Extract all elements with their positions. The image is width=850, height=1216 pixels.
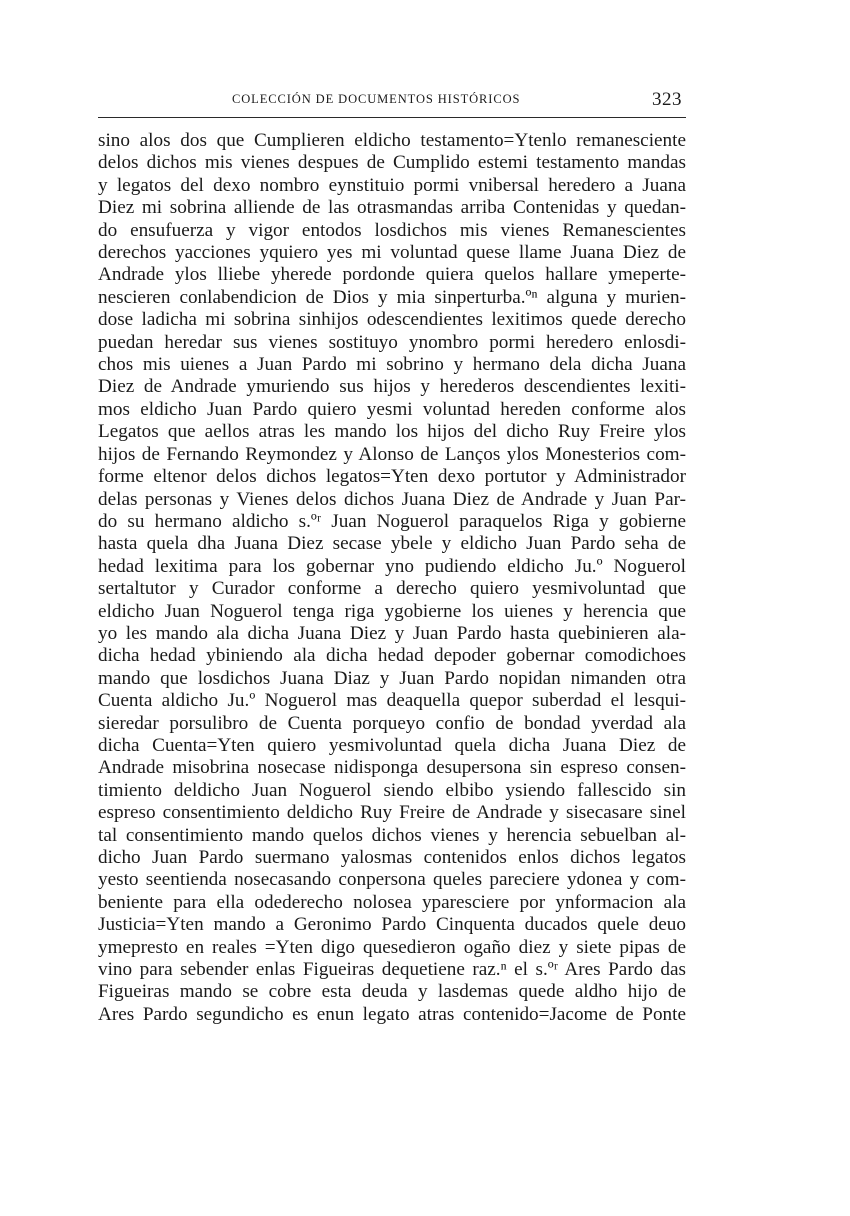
text-line: delos dichos mis vienes despues de Cumplido estemi testamento mandas bbox=[98, 152, 686, 174]
text-line: delas personas y Vienes delos dichos Juana Diez de Andrade y Juan Par- bbox=[98, 488, 686, 510]
text-line: chos mis uienes a Juan Pardo mi sobrino y hermano dela dicha Juana bbox=[98, 354, 686, 376]
text-line: derechos yacciones yquiero yes mi voluntad quese llame Juana Diez de bbox=[98, 242, 686, 264]
text-line: do su hermano aldicho s.ºʳ Juan Noguerol paraquelos Riga y gobierne bbox=[98, 510, 686, 532]
text-line: dicho Juan Pardo suermano yalosmas contenidos enlos dichos legatos bbox=[98, 847, 686, 868]
running-head bbox=[98, 90, 686, 114]
text-line: yesto seentienda nosecasando conpersona queles pareciere ydonea y com- bbox=[98, 869, 686, 891]
text-line: Diez de Andrade ymuriendo sus hijos y herederos descendientes lexiti- bbox=[98, 376, 686, 398]
text-line: hedad lexitima para los gobernar yno pudiendo eldicho Ju.º Noguerol bbox=[98, 555, 686, 577]
text-line: hasta quela dha Juana Diez secase ybele y eldicho Juan Pardo seha de bbox=[98, 533, 686, 555]
page-number: 323 bbox=[652, 89, 682, 110]
text-line: dicha Cuenta=Yten quiero yesmivoluntad quela dicha Juana Diez de bbox=[98, 734, 686, 756]
text-line: puedan heredar sus vienes sostituyo ynombro pormi heredero enlosdi- bbox=[98, 331, 686, 353]
text-line: nescieren conlabendicion de Dios y mia sinperturba.ºⁿ alguna y murien- bbox=[98, 286, 686, 308]
text-line: timiento deldicho Juan Noguerol siendo elbibo ysiendo fallescido sin bbox=[98, 779, 686, 801]
text-line: sino alos dos que Cumplieren eldicho testamento=Ytenlo remanesciente bbox=[98, 130, 686, 151]
text-line: Andrade ylos lliebe yherede pordonde quiera quelos hallare ymeperte- bbox=[98, 264, 686, 286]
text-line: eldicho Juan Noguerol tenga riga ygobierne los uienes y herencia que bbox=[98, 600, 686, 622]
body-text bbox=[98, 130, 686, 1026]
text-line: Justicia=Yten mando a Geronimo Pardo Cinquenta ducados quele deuo bbox=[98, 914, 686, 936]
text-line: Cuenta aldicho Ju.º Noguerol mas deaquella quepor suberdad el lesqui- bbox=[98, 690, 686, 712]
text-line: dose ladicha mi sobrina sinhijos odescendientes lexitimos quede derecho bbox=[98, 309, 686, 331]
text-line: mando que losdichos Juana Diaz y Juan Pardo nopidan nimanden otra bbox=[98, 667, 686, 689]
text-line: dicha hedad ybiniendo ala dicha hedad depoder gobernar comodichoes bbox=[98, 645, 686, 667]
text-line: sieredar porsulibro de Cuenta porqueyo confio de bondad yverdad ala bbox=[98, 712, 686, 734]
text-line: yo les mando ala dicha Juana Diez y Juan Pardo hasta quebinieren ala- bbox=[98, 622, 686, 644]
text-line: sertaltutor y Curador conforme a derecho quiero yesmivoluntad que bbox=[98, 578, 686, 600]
text-line: Ares Pardo segundicho es enun legato atras contenido=Jacome de Ponte bbox=[98, 1003, 686, 1025]
text-line: espreso consentimiento deldicho Ruy Freire de Andrade y sisecasare sinel bbox=[98, 802, 686, 824]
text-line: do ensufuerza y vigor entodos losdichos mis vienes Remanescientes bbox=[98, 219, 686, 241]
text-line: mos eldicho Juan Pardo quiero yesmi voluntad hereden conforme alos bbox=[98, 398, 686, 420]
text-line: forme eltenor delos dichos legatos=Yten dexo portutor y Administrador bbox=[98, 466, 686, 488]
text-line: Figueiras mando se cobre esta deuda y lasdemas quede aldho hijo de bbox=[98, 981, 686, 1003]
text-line: tal consentimiento mando quelos dichos vienes y herencia sebuelban al- bbox=[98, 824, 686, 846]
text-line: ymepresto en reales =Yten digo quesedieron ogaño diez y siete pipas de bbox=[98, 936, 686, 958]
text-line: Diez mi sobrina alliende de las otrasmandas arriba Contenidas y quedan- bbox=[98, 197, 686, 219]
text-line: hijos de Fernando Reymondez y Alonso de Lanços ylos Monesterios com- bbox=[98, 443, 686, 465]
text-line: y legatos del dexo nombro eynstituio pormi vnibersal heredero a Juana bbox=[98, 174, 686, 196]
text-line: vino para sebender enlas Figueiras dequetiene raz.ⁿ el s.ºʳ Ares Pardo das bbox=[98, 959, 686, 981]
text-line: beniente para ella odederecho nolosea yparesciere por ynformacion ala bbox=[98, 891, 686, 913]
running-title: COLECCIÓN DE DOCUMENTOS HISTÓRICOS bbox=[232, 92, 521, 106]
text-line: Andrade misobrina nosecase nidisponga desupersona sin espreso consen- bbox=[98, 757, 686, 779]
text-line: Legatos que aellos atras les mando los hijos del dicho Ruy Freire ylos bbox=[98, 421, 686, 443]
header-rule bbox=[98, 117, 686, 118]
